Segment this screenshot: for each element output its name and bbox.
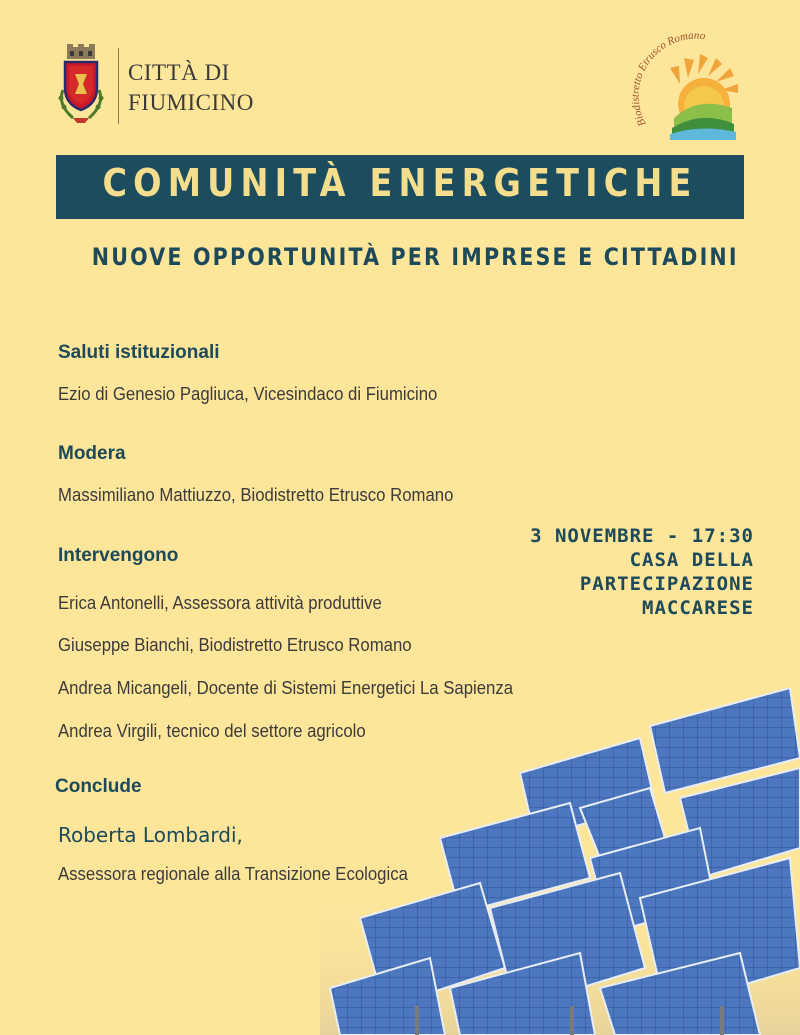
speaker-item: Giuseppe Bianchi, Biodistretto Etrusco Romano: [58, 635, 412, 655]
speaker-item: Erica Antonelli, Assessora attività produttive: [58, 593, 382, 613]
intervengono-heading: Intervengono: [58, 545, 179, 566]
title-banner: [56, 155, 744, 219]
event-venue-line1: CASA DELLA: [629, 549, 754, 571]
biodistretto-logo-text: Biodistretto Etrusco Romano: [629, 29, 706, 129]
header-divider: [118, 48, 119, 124]
conclude-role: Assessora regionale alla Transizione Ecologica: [58, 864, 408, 884]
event-venue-line3: MACCARESE: [642, 597, 754, 619]
city-crest-icon: [55, 44, 107, 126]
modera-heading: Modera: [58, 443, 126, 464]
conclude-heading: Conclude: [55, 776, 142, 797]
modera-person: Massimiliano Mattiuzzo, Biodistretto Etrusco Romano: [58, 485, 454, 505]
speaker-item: Andrea Virgili, tecnico del settore agricolo: [58, 721, 366, 741]
saluti-person: Ezio di Genesio Pagliuca, Vicesindaco di Fiumicino: [58, 384, 438, 404]
speaker-item: Andrea Micangeli, Docente di Sistemi Energetici La Sapienza: [58, 678, 514, 698]
event-date-time: 3 NOVEMBRE - 17:30: [530, 525, 754, 547]
event-venue-line2: PARTECIPAZIONE: [579, 573, 754, 595]
page-title: COMUNITÀ ENERGETICHE: [102, 161, 698, 205]
biodistretto-logo: [628, 28, 756, 146]
page-subtitle: NUOVE OPPORTUNITÀ PER IMPRESE E CITTADINI: [91, 243, 739, 271]
city-name-line1: CITTÀ DI: [128, 60, 230, 85]
solar-panels-image: [320, 688, 800, 1035]
saluti-heading: Saluti istituzionali: [58, 342, 220, 363]
city-name-line2: FIUMICINO: [128, 90, 254, 115]
conclude-name: Roberta Lombardi,: [58, 823, 243, 847]
